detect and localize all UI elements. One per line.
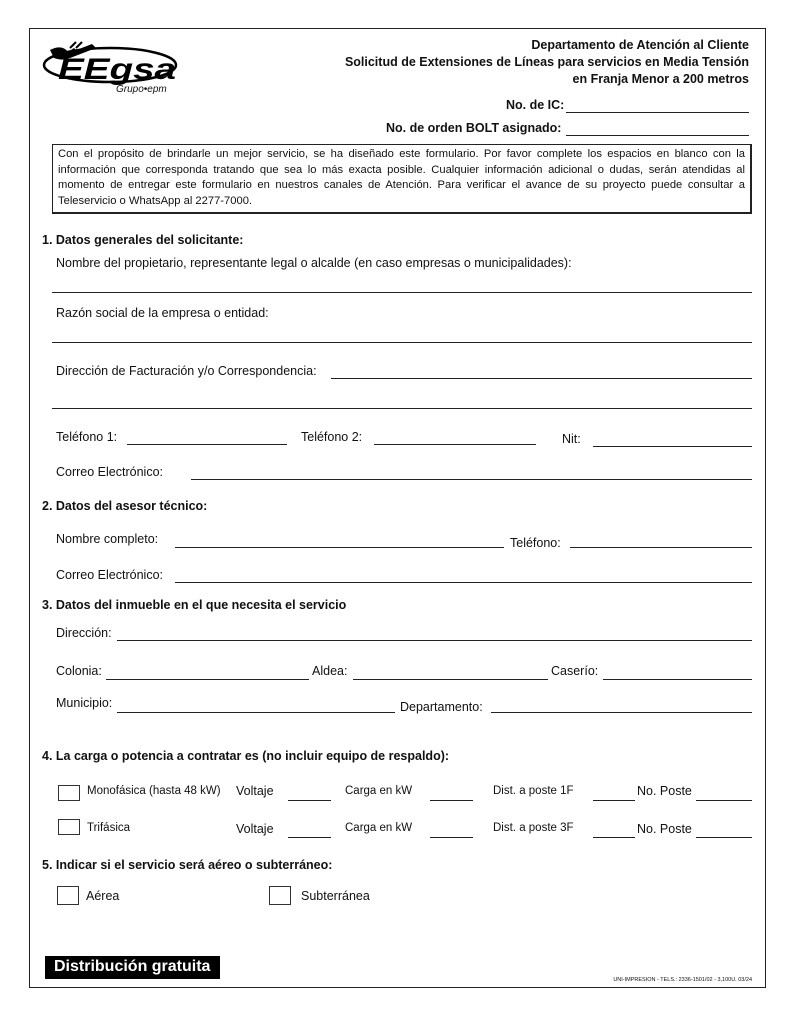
underground-checkbox[interactable] xyxy=(269,886,291,905)
free-distribution-badge: Distribución gratuita xyxy=(45,956,220,979)
tri-voltage-label: Voltaje xyxy=(236,822,274,836)
eegsa-logo xyxy=(40,38,180,100)
trifasica-checkbox[interactable] xyxy=(58,819,80,835)
tri-pole-field[interactable] xyxy=(696,821,752,838)
mono-pole-field[interactable] xyxy=(696,784,752,801)
phone1-field[interactable] xyxy=(127,428,287,445)
mono-voltage-field[interactable] xyxy=(288,784,331,801)
trifasica-label: Trifásica xyxy=(87,822,131,834)
form-subtitle: en Franja Menor a 200 metros xyxy=(572,72,749,86)
tri-dist-field[interactable] xyxy=(593,821,635,838)
svg-text:EEgsa: EEgsa xyxy=(58,53,176,86)
advisor-email-label: Correo Electrónico: xyxy=(56,568,163,582)
aldea-field[interactable] xyxy=(353,663,548,680)
section-4-title: 4. La carga o potencia a contratar es (no incluir equipo de respaldo): xyxy=(42,749,450,763)
print-info: UNI-IMPRESION - TELS.: 2336-1501/02 - 3,100U. 03/24 xyxy=(613,977,752,983)
bolt-label: No. de orden BOLT asignado: xyxy=(386,121,562,135)
ic-label: No. de IC: xyxy=(506,98,565,112)
monofasica-checkbox[interactable] xyxy=(58,785,80,801)
advisor-phone-field[interactable] xyxy=(570,531,752,548)
section-3-title: 3. Datos del inmueble en el que necesita el servicio xyxy=(42,598,347,612)
tri-load-label: Carga en kW xyxy=(345,822,413,834)
colonia-field[interactable] xyxy=(106,663,309,680)
phone1-label: Teléfono 1: xyxy=(56,430,118,444)
advisor-name-label: Nombre completo: xyxy=(56,532,159,546)
underground-label: Subterránea xyxy=(301,889,370,903)
company-field[interactable] xyxy=(52,326,752,343)
notice-text: Con el propósito de brindarle un mejor servicio, se ha diseñado este formulario. Por favor complete los espacios en blanco con la información que corresponda tratando que sea lo más exacta posible. Cualquier información adicional o dudas, serán atendidas al momento de entregar este formulario en nuestros canales de Atención. Para verificar el avance de su proyecto puede consultar a Teleservicio o WhatsApp al 2277-7000. xyxy=(58,148,745,207)
caserio-field[interactable] xyxy=(603,663,752,680)
section-1-title: 1. Datos generales del solicitante: xyxy=(42,233,244,247)
billing-address-field[interactable] xyxy=(331,362,752,379)
mono-load-label: Carga en kW xyxy=(345,785,413,797)
property-address-label: Dirección: xyxy=(56,626,112,640)
department-title: Departamento de Atención al Cliente xyxy=(531,38,749,52)
phone2-label: Teléfono 2: xyxy=(301,430,363,444)
email-field[interactable] xyxy=(191,463,752,480)
property-address-field[interactable] xyxy=(117,624,752,641)
form-title: Solicitud de Extensiones de Líneas para servicios en Media Tensión xyxy=(344,55,749,69)
company-label: Razón social de la empresa o entidad: xyxy=(56,306,269,320)
colonia-label: Colonia: xyxy=(56,664,102,678)
monofasica-label: Monofásica (hasta 48 kW) xyxy=(87,785,221,797)
section-5-title: 5. Indicar si el servicio será aéreo o subterráneo: xyxy=(42,858,333,872)
municipio-field[interactable] xyxy=(117,696,395,713)
caserio-label: Caserío: xyxy=(551,664,599,678)
advisor-email-field[interactable] xyxy=(175,566,752,583)
departamento-field[interactable] xyxy=(491,696,752,713)
aldea-label: Aldea: xyxy=(312,664,348,678)
mono-dist-field[interactable] xyxy=(593,784,635,801)
tri-load-field[interactable] xyxy=(430,821,473,838)
phone2-field[interactable] xyxy=(374,428,536,445)
email-label: Correo Electrónico: xyxy=(56,465,163,479)
logo-group-text: Grupo•epm xyxy=(116,84,167,95)
mono-dist-label: Dist. a poste 1F xyxy=(493,785,574,797)
departamento-label: Departamento: xyxy=(400,700,483,714)
bolt-order-field[interactable] xyxy=(566,119,749,136)
mono-pole-label: No. Poste xyxy=(637,784,692,798)
aerial-checkbox[interactable] xyxy=(57,886,79,905)
ic-number-field[interactable] xyxy=(566,96,749,113)
billing-address-label: Dirección de Facturación y/o Correspondencia: xyxy=(56,364,317,378)
advisor-name-field[interactable] xyxy=(175,531,504,548)
nit-label: Nit: xyxy=(562,432,581,446)
mono-load-field[interactable] xyxy=(430,784,473,801)
tri-pole-label: No. Poste xyxy=(637,822,692,836)
advisor-phone-label: Teléfono: xyxy=(510,536,561,550)
section-2-title: 2. Datos del asesor técnico: xyxy=(42,499,208,513)
owner-field[interactable] xyxy=(52,276,752,293)
mono-voltage-label: Voltaje xyxy=(236,784,274,798)
billing-address-field-2[interactable] xyxy=(52,392,752,409)
tri-dist-label: Dist. a poste 3F xyxy=(493,822,574,834)
tri-voltage-field[interactable] xyxy=(288,821,331,838)
municipio-label: Municipio: xyxy=(56,696,113,710)
notice-box xyxy=(52,144,752,214)
nit-field[interactable] xyxy=(593,430,752,447)
aerial-label: Aérea xyxy=(86,889,120,903)
owner-label: Nombre del propietario, representante legal o alcalde (en caso empresas o municipalidades): xyxy=(56,256,572,270)
